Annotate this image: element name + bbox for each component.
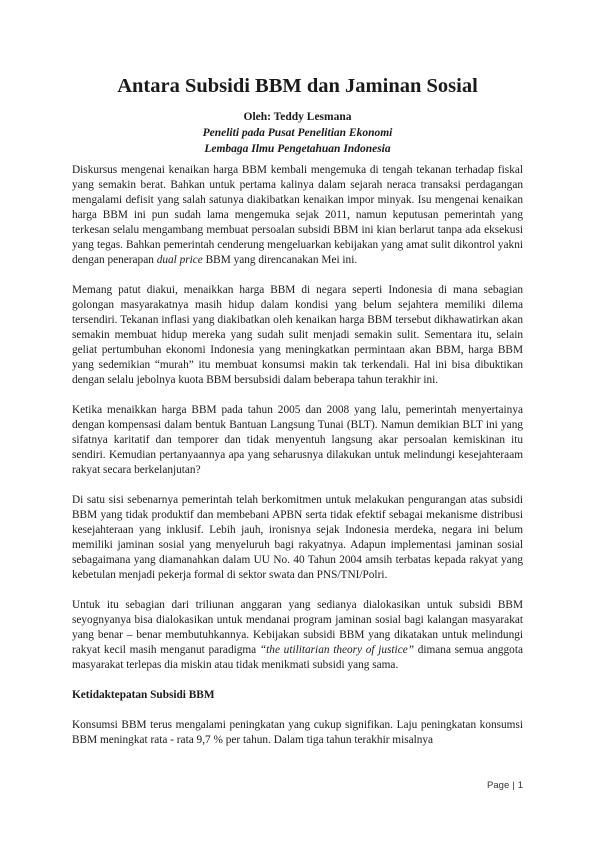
affiliation-line-2: Lembaga Ilmu Pengetahuan Indonesia — [204, 143, 391, 155]
paragraph-2: Memang patut diakui, menaikkan harga BBM di negara seperti Indonesia di mana sebagian golongan masyarakatnya masih hidup dalam kondisi yang belum sejahtera memiliki dilema tersendiri. Tekanan inflasi yang diakibatkan oleh kenaikan harga BBM tersebut dikhawatirkan akan semakin membuat hidup mereka yang sudah sulit menjadi semakin sulit. Sementara itu, selain geliat pertumbuhan ekonomi Indonesia yang meningkatkan permintaan akan BBM, harga BBM yang sedemikian “murah” itu membuat konsumsi makin tak terkendali. Hal ini bisa dibuktikan dengan selalu jebolnya kuota BBM bersubsidi dalam beberapa tahun terakhir ini. — [72, 284, 523, 386]
document-title: Antara Subsidi BBM dan Jaminan Sosial — [117, 75, 478, 97]
paragraph-6: Konsumsi BBM terus mengalami peningkatan yang cukup signifikan. Laju peningkatan konsumsi BBM meningkat rata - rata 9,7 % per tahun. Dalam tiga tahun terakhir misalnya — [72, 719, 523, 746]
section-heading: Ketidaktepatan Subsidi BBM — [72, 689, 215, 701]
page-footer — [487, 780, 523, 792]
page-number: 1 — [517, 780, 523, 791]
page-label: Page — [487, 780, 510, 791]
paragraph-1-text-a: Diskursus mengenai kenaikan harga BBM kembali mengemuka di tengah tekanan terhadap fiskal yang semakin berat. Bahkan untuk pertama kalinya dalam sejarah neraca transaksi perdagangan mengalami defisit yang salah satunya diakibatkan kenaikan impor minyak. Isu mengenai kenaikan harga BBM ini pun sudah lama mengemuka sejak 2011, namun keputusan pemerintah yang terkesan selalu mengambang membuat persoalan subsidi BBM ini kian berlarut tanpa ada eksekusi yang tegas. Bahkan pemerintah cenderung mengeluarkan kebijakan yang amat sulit dikontrol yakni dengan penerapan — [72, 164, 523, 266]
article-body — [72, 163, 523, 763]
byline — [72, 109, 523, 157]
paragraph-5-italic-quote: “the utilitarian theory of justice” — [259, 644, 415, 656]
paragraph-5 — [72, 598, 523, 673]
paragraph-5-text-a: Untuk itu sebagian dari triliunan anggaran yang sedianya dialokasikan untuk subsidi BBM seyognyanya bisa dialokasikan untuk mendanai program jaminan sosial bagi kalangan masyarakat yang benar – benar membutuhkannya. Kebijakan subsidi BBM yang dikatakan untuk melindungi rakyat kecil masih menganut paradigma — [72, 599, 523, 656]
paragraph-1-italic-term: dual price — [156, 254, 203, 266]
paragraph-3: Ketika menaikkan harga BBM pada tahun 2005 dan 2008 yang lalu, pemerintah menyertainya dengan kompensasi dalam bentuk Bantuan Langsung Tunai (BLT). Namun demikian BLT ini yang sifatnya karitatif dan temporer dan tidak menyentuh langsung akar persoalan kemiskinan itu sendiri. Kemudian pertanyaannya apa yang seharusnya dilakukan untuk melindungi kesejahteraam rakyat secara berkelanjutan? — [72, 404, 523, 476]
page-separator: | — [512, 780, 515, 791]
paragraph-1-text-b: BBM yang direncanakan Mei ini. — [202, 254, 358, 266]
paragraph-4: Di satu sisi sebenarnya pemerintah telah berkomitmen untuk melakukan pengurangan atas subsidi BBM yang tidak produktif dan membebani APBN serta tidak efektif sebagai mekanisme distribusi kesejahteraan yang inklusif. Lebih jauh, ironisnya sejak Indonesia merdeka, negara ini belum memiliki jaminan sosial yang menyeluruh bagi rakyatnya. Adapun implementasi jaminan sosial sebagaimana yang diamanahkan dalam UU No. 40 Tahun 2004 amsih terbatas kepada rakyat yang kebetulan menjadi pekerja formal di sektor swata dan PNS/TNI/Polri. — [72, 494, 523, 581]
paragraph-5-text-b: dimana semua anggota masyarakat terlepas dia miskin atau tidak menikmati subsidi yang sama. — [72, 644, 523, 671]
author-line: Oleh: Teddy Lesmana — [243, 111, 352, 123]
paragraph-1 — [72, 163, 523, 268]
affiliation-line-1: Peneliti pada Pusat Penelitian Ekonomi — [202, 127, 393, 139]
